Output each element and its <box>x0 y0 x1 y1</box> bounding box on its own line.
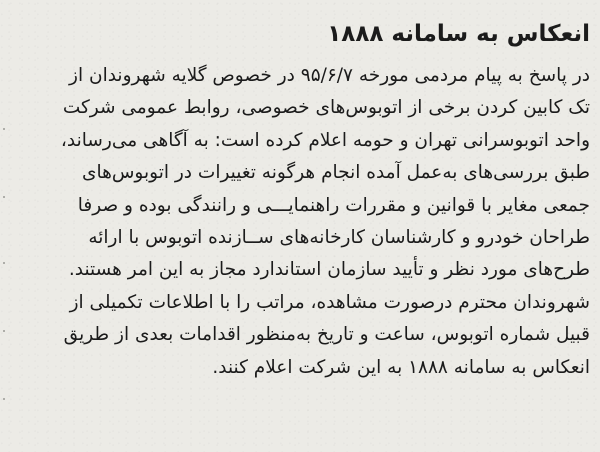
article-line: شهروندان محترم درصورت مشاهده، مراتب را با اطلاعات تکمیلی از <box>69 291 590 313</box>
article-body <box>12 60 590 384</box>
print-speck <box>3 398 5 400</box>
article-line: جمعی مغایر با قوانین و مقررات راهنمایـــی و رانندگی بوده و صرفا <box>77 194 590 216</box>
article-headline: انعکاس به سامانه ۱۸۸۸ <box>327 21 590 47</box>
article-line: طبق بررسی‌های به‌عمل آمده انجام هرگونه تغییرات در اتوبوس‌های <box>81 162 590 184</box>
print-speck <box>3 330 5 332</box>
print-speck <box>3 196 5 198</box>
article-line: در پاسخ به پیام مردمی مورخه ۹۵/۶/۷ در خصوص گلایه شهروندان از <box>69 65 590 86</box>
print-speck <box>3 262 5 264</box>
article-line: تک کابین کردن برخی از اتوبوس‌های خصوصی، روابط عمومی شرکت <box>62 97 590 119</box>
article-line: طرح‌های مورد نظر و تأیید سازمان استاندارد مجاز به این امر هستند. <box>68 259 590 281</box>
article-line: طراحان خودرو و کارشناسان کارخانه‌های ســازنده اتوبوس با ارائه <box>88 227 590 249</box>
article-line: انعکاس به سامانه ۱۸۸۸ به این شرکت اعلام کنند. <box>212 356 590 378</box>
article-line: واحد اتوبوسرانی تهران و حومه اعلام کرده است: به آگاهی می‌رساند، <box>60 129 590 151</box>
print-speck <box>3 128 5 130</box>
article-line: قبیل شماره اتوبوس، ساعت و تاریخ به‌منظور اقدامات بعدی از طریق <box>63 324 590 346</box>
news-article <box>12 14 590 384</box>
